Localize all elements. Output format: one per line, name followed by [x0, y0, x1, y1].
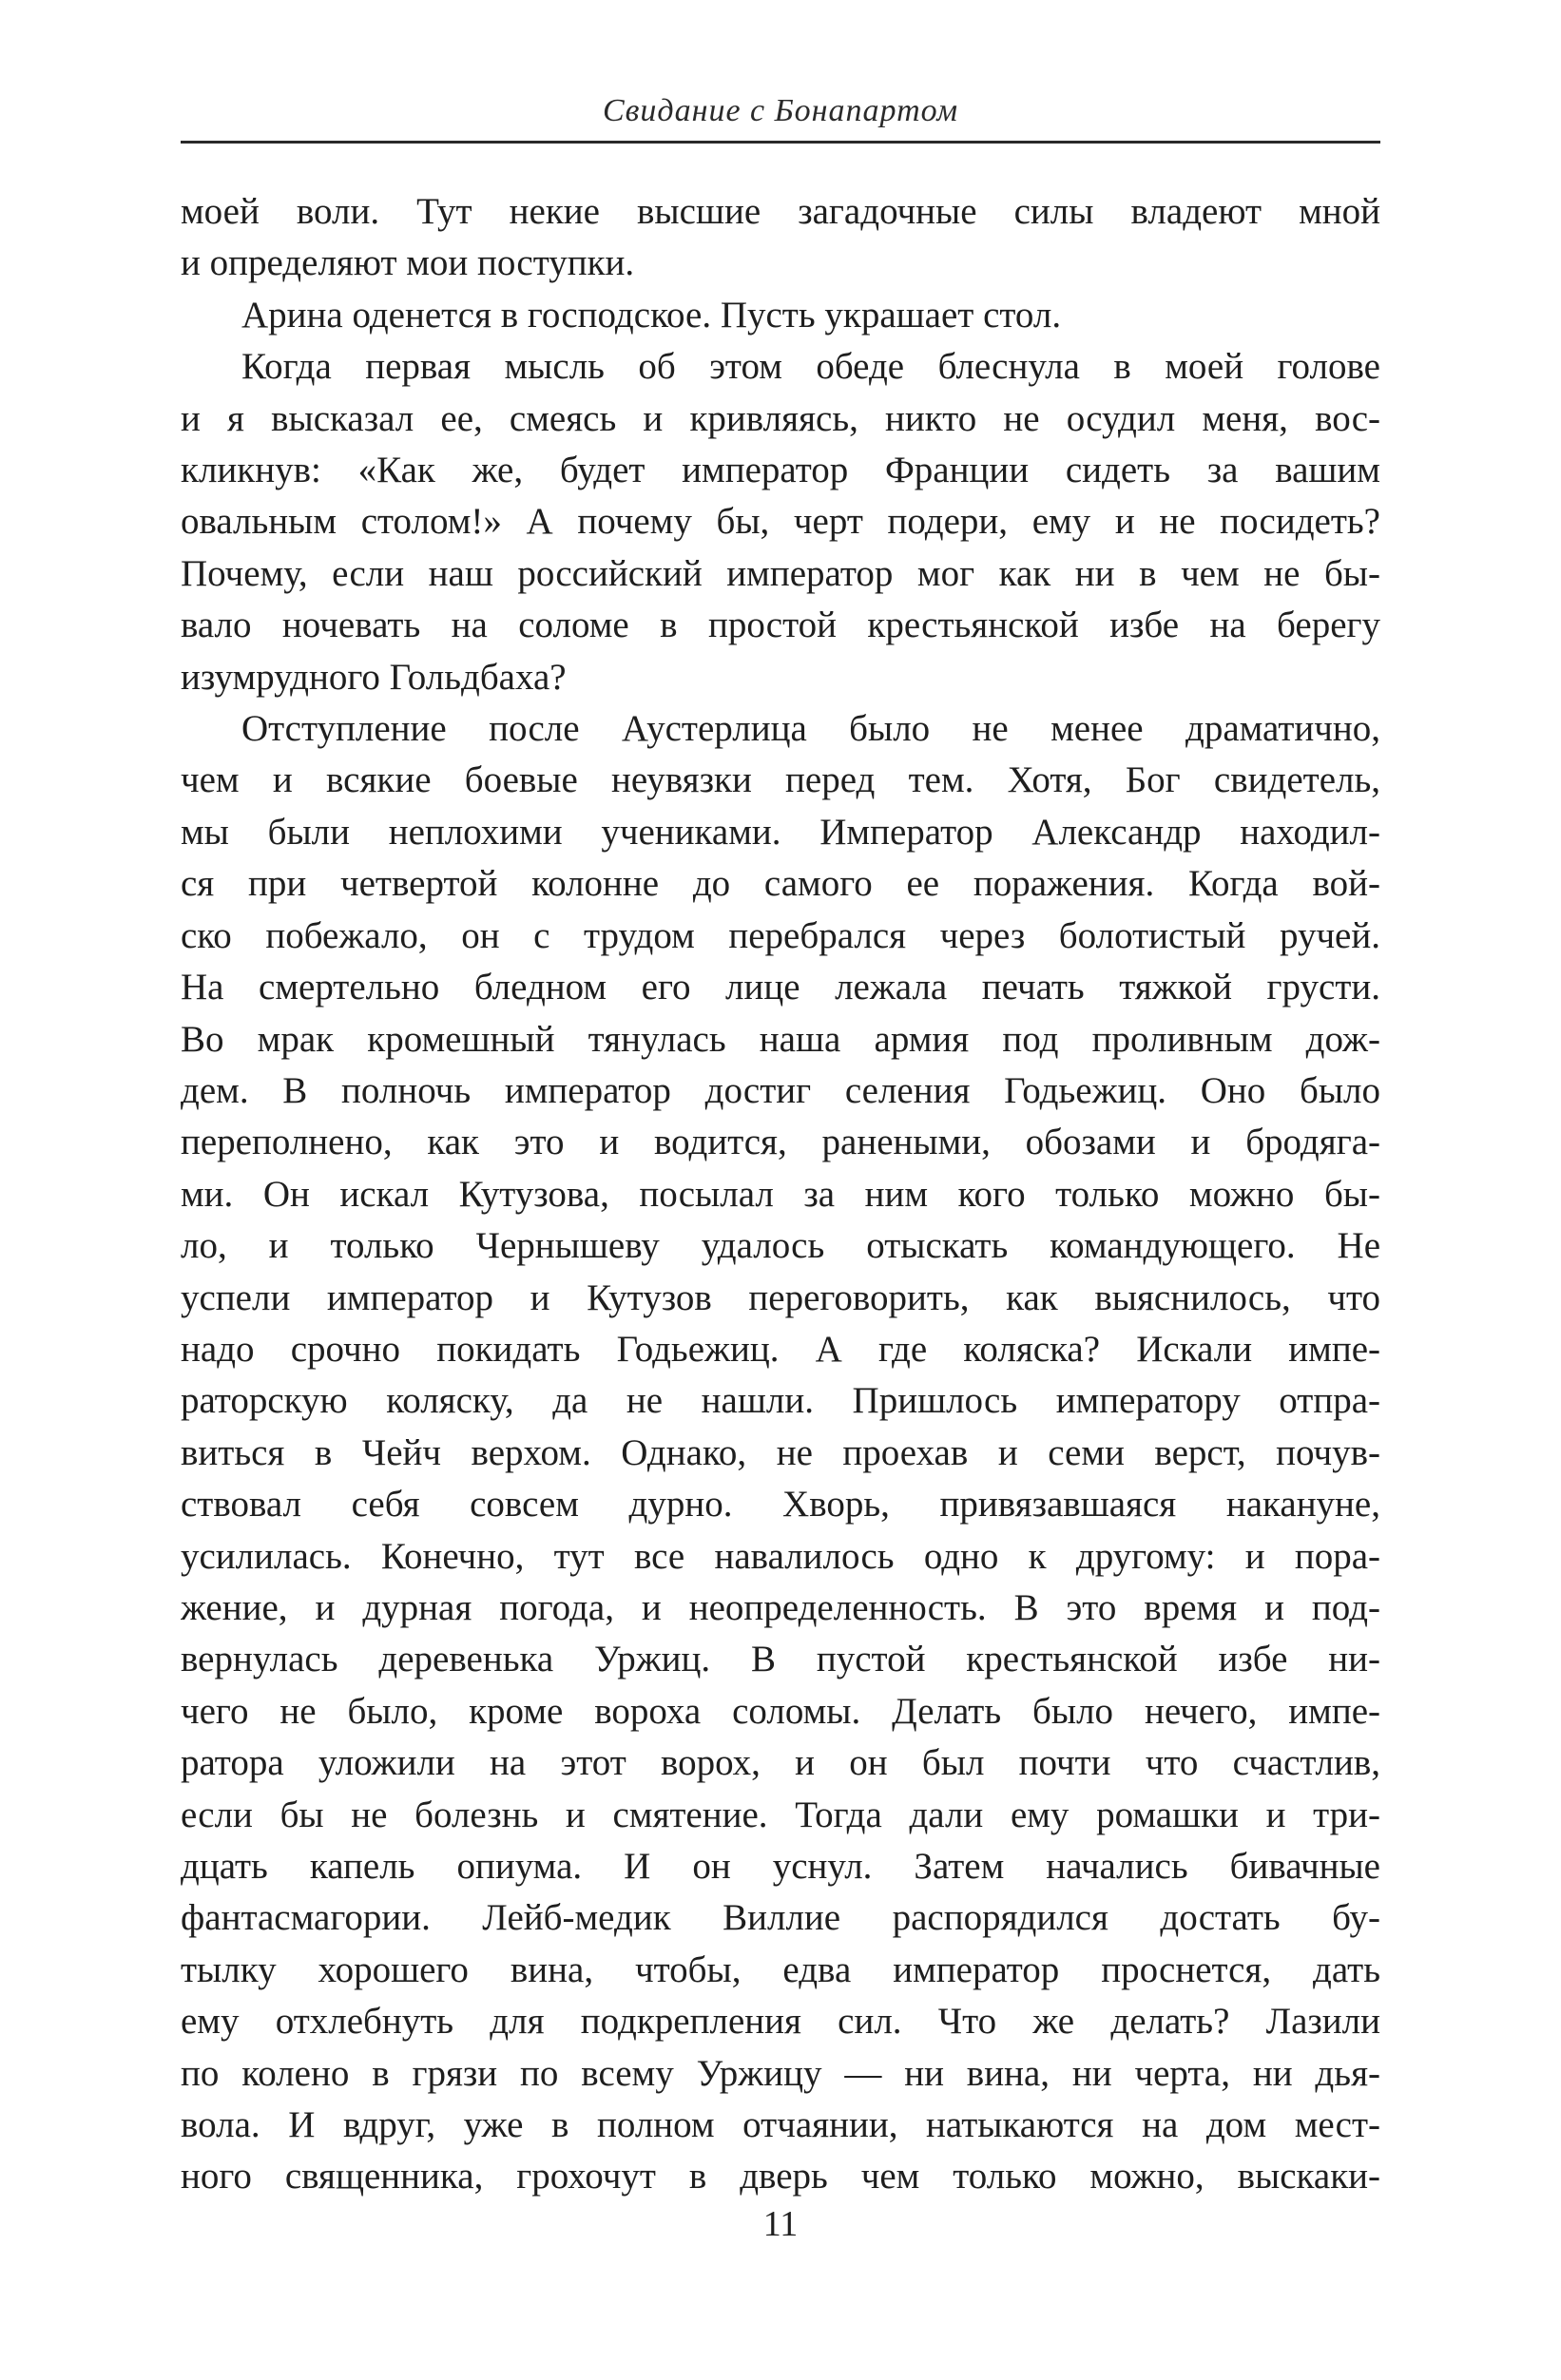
running-head-title: Свидание с Бонапартом	[602, 93, 959, 128]
text-line: ся при четвертой колонне до самого ее поражения. Когда вой-	[181, 863, 1380, 905]
text-line: фантасмагории. Лейб-медик Виллие распорядился достать бу-	[181, 1897, 1380, 1939]
body-text	[181, 186, 1380, 2203]
text-line: дем. В полночь император достиг селения Годьежиц. Оно было	[181, 1069, 1380, 1111]
text-line: ло, и только Чернышеву удалось отыскать командующего. Не	[181, 1225, 1380, 1267]
header-rule	[181, 141, 1380, 144]
text-line: усилилась. Конечно, тут все навалилось одно к другому: и пора-	[181, 1535, 1380, 1577]
text-line: чем и всякие боевые неувязки перед тем. Хотя, Бог свидетель,	[181, 759, 1380, 801]
text-line: виться в Чейч верхом. Однако, не проехав и семи верст, почув-	[181, 1431, 1380, 1473]
text-line: ного священника, грохочут в дверь чем только можно, выскаки-	[181, 2156, 1380, 2198]
text-line: ему отхлебнуть для подкрепления сил. Что же делать? Лазили	[181, 2001, 1380, 2043]
text-line: если бы не болезнь и смятение. Тогда дали ему ромашки и три-	[181, 1794, 1380, 1835]
text-line: переполнено, как это и водится, ранеными, обозами и бродяга-	[181, 1122, 1380, 1163]
page-number: 11	[762, 2204, 799, 2244]
text-line: жение, и дурная погода, и неопределенность. В это время и под-	[181, 1586, 1380, 1628]
text-line: успели император и Кутузов переговорить, как выяснилось, что	[181, 1276, 1380, 1318]
text-line: раторскую коляску, да не нашли. Пришлось императору отпра-	[181, 1380, 1380, 1422]
text-line: вало ночевать на соломе в простой крестьянской избе на берегу	[181, 605, 1380, 646]
text-line: ратора уложили на этот ворох, и он был почти что счастлив,	[181, 1742, 1380, 1784]
text-line: и я высказал ее, смеясь и кривляясь, никто не осудил меня, вос-	[181, 397, 1380, 439]
text-line: вола. И вдруг, уже в полном отчаянии, натыкаются на дом мест-	[181, 2104, 1380, 2146]
text-line: и определяют мои поступки.	[181, 242, 635, 284]
text-line: Во мрак кромешный тянулась наша армия под проливным дож-	[181, 1018, 1380, 1060]
text-line: надо срочно покидать Годьежиц. А где коляска? Искали импе-	[181, 1328, 1380, 1370]
text-line: моей воли. Тут некие высшие загадочные силы владеют мной	[181, 191, 1380, 232]
text-line: Арина оденется в господское. Пусть украшает стол.	[241, 294, 1062, 336]
text-line: ми. Он искал Кутузова, посылал за ним кого только можно бы-	[181, 1173, 1380, 1215]
text-line: вернулась деревенька Уржиц. В пустой крестьянской избе ни-	[181, 1639, 1380, 1680]
text-line: кликнув: «Как же, будет император Франции сидеть за вашим	[181, 450, 1380, 491]
text-line: Отступление после Аустерлица было не менее драматично,	[241, 708, 1380, 750]
text-line: Когда первая мысль об этом обеде блеснула в моей голове	[241, 346, 1380, 388]
text-line: ствовал себя совсем дурно. Хворь, привязавшаяся накануне,	[181, 1484, 1380, 1526]
text-line: Почему, если наш российский император мог как ни в чем не бы-	[181, 552, 1380, 594]
text-line: по колено в грязи по всему Уржицу — ни вина, ни черта, ни дья-	[181, 2052, 1380, 2094]
text-line: дцать капель опиума. И он уснул. Затем начались бивачные	[181, 1846, 1380, 1887]
text-line: ско побежало, он с трудом перебрался через болотистый ручей.	[181, 914, 1380, 956]
text-line: овальным столом!» А почему бы, черт подери, ему и не посидеть?	[181, 501, 1380, 543]
text-line: чего не было, кроме вороха соломы. Делать было нечего, импе-	[181, 1690, 1380, 1732]
text-line: тылку хорошего вина, чтобы, едва император проснется, дать	[181, 1948, 1380, 1990]
text-line: изумрудного Гольдбаха?	[181, 656, 567, 698]
text-line: На смертельно бледном его лице лежала печать тяжкой грусти.	[181, 967, 1380, 1008]
text-line: мы были неплохими учениками. Император Александр находил-	[181, 811, 1380, 853]
